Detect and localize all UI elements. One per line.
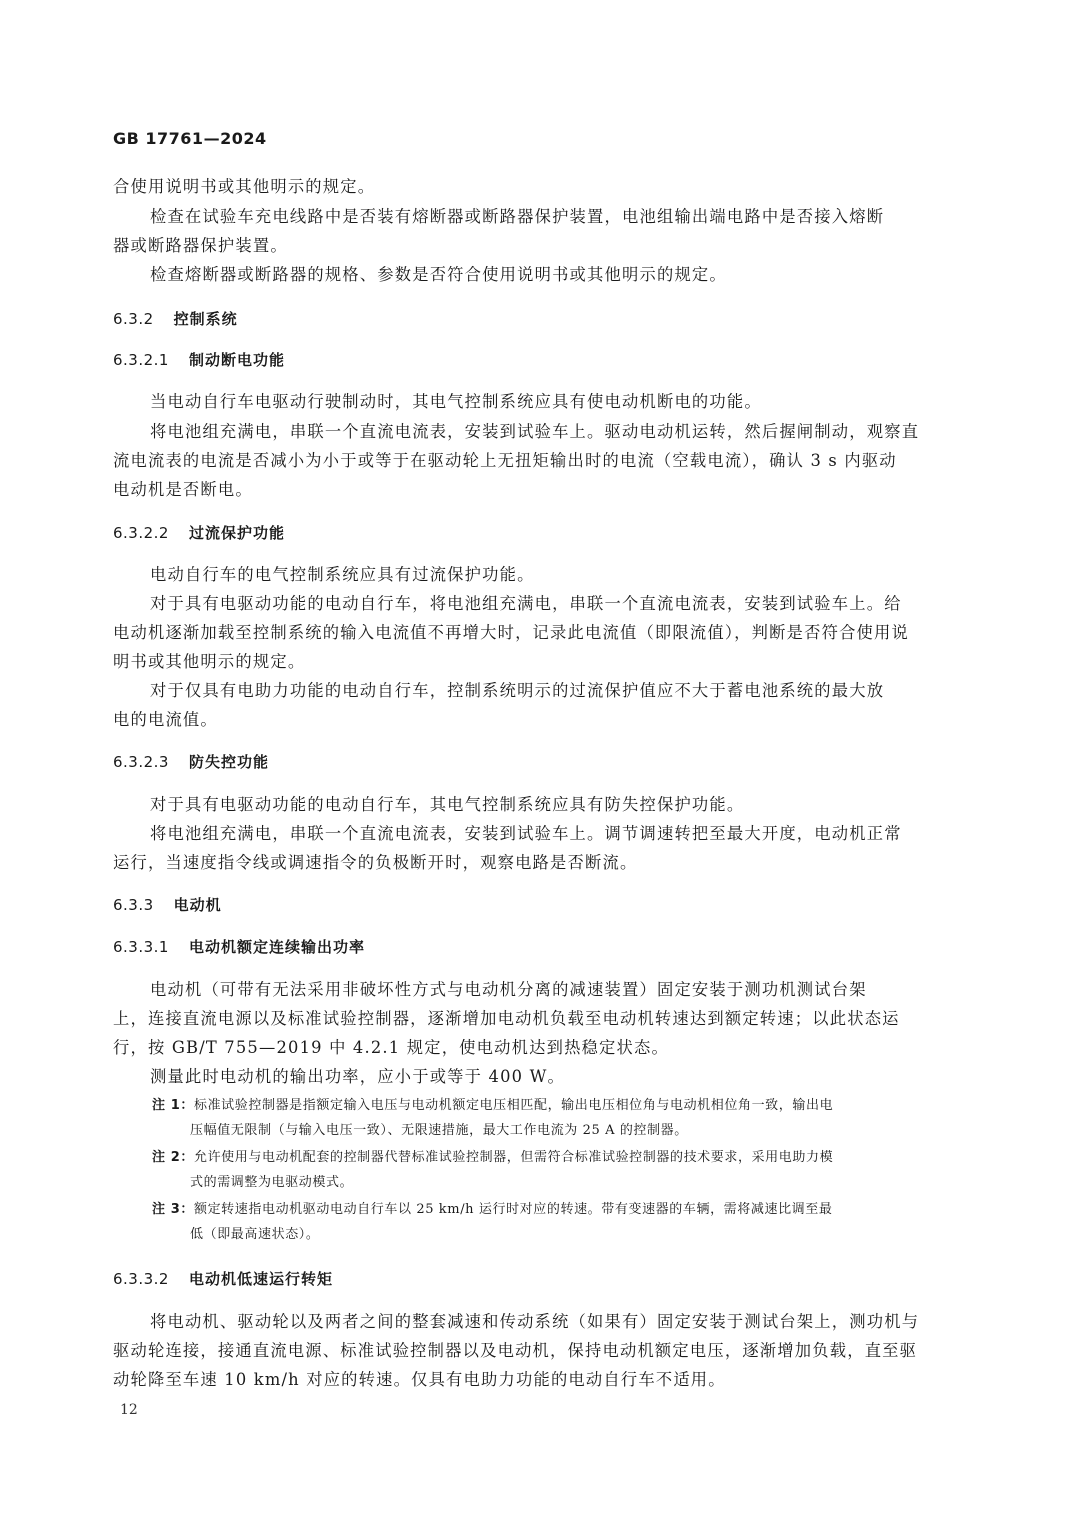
paragraph-line: 电动自行车的电气控制系统应具有过流保护功能。 (150, 565, 535, 584)
paragraph-line: 将电池组充满电，串联一个直流电流表，安装到试验车上。驱动电动机运转，然后握闸制动，观察直 (150, 422, 920, 441)
section-heading (113, 309, 238, 329)
section-title: 电动机低速运行转矩 (188, 1270, 333, 1288)
paragraph-line: 合使用说明书或其他明示的规定。 (113, 177, 376, 196)
note-label: 注 2： (152, 1150, 194, 1165)
note-3 (152, 1201, 832, 1219)
paragraph-line: 检查在试验车充电线路中是否装有熔断器或断路器保护装置，电池组输出端电路中是否接入熔断 (150, 207, 885, 226)
paragraph-line: 动轮降至车速 10 km/h 对应的转速。仅具有电助力功能的电动自行车不适用。 (113, 1370, 726, 1389)
section-number: 6.3.3 (113, 896, 154, 914)
paragraph-line: 电的电流值。 (113, 710, 218, 729)
note-text: 标准试验控制器是指额定输入电压与电动机额定电压相匹配，输出电压相位角与电动机相位角一致，输出电 (193, 1098, 834, 1113)
paragraph-line: 电动机是否断电。 (113, 480, 253, 499)
section-heading (113, 937, 365, 957)
paragraph-line: 电动机逐渐加载至控制系统的输入电流值不再增大时，记录此电流值（即限流值），判断是否符合使用说 (113, 623, 909, 642)
section-heading (113, 350, 285, 370)
section-number: 6.3.2.3 (113, 753, 169, 771)
note-text-continuation: 式的需调整为电驱动模式。 (190, 1175, 354, 1190)
paragraph-line: 将电动机、驱动轮以及两者之间的整套减速和传动系统（如果有）固定安装于测试台架上，测功机与 (150, 1312, 920, 1331)
note-label: 注 1： (152, 1098, 194, 1113)
section-heading (113, 1269, 333, 1289)
paragraph-line: 流电流表的电流是否减小为小于或等于在驱动轮上无扭矩输出时的电流（空载电流），确认 3 s 内驱动 (113, 451, 897, 470)
section-title: 电动机 (173, 896, 222, 914)
note-text-continuation: 低（即最高速状态）。 (190, 1227, 320, 1242)
document-id-header: GB 17761—2024 (113, 129, 267, 148)
page-number: 12 (120, 1402, 138, 1418)
paragraph-line: 驱动轮连接，接通直流电源、标准试验控制器以及电动机，保持电动机额定电压，逐渐增加负载，直至驱 (113, 1341, 918, 1360)
section-number: 6.3.2.2 (113, 524, 169, 542)
section-number: 6.3.2 (113, 310, 154, 328)
section-title: 防失控功能 (188, 753, 269, 771)
paragraph-line: 运行，当速度指令线或调速指令的负极断开时，观察电路是否断流。 (113, 853, 638, 872)
section-title: 控制系统 (173, 310, 238, 328)
note-label: 注 3： (152, 1202, 194, 1217)
section-number: 6.3.3.2 (113, 1270, 169, 1288)
note-2 (152, 1149, 833, 1167)
note-text: 额定转速指电动机驱动电动自行车以 25 km/h 运行时对应的转速。带有变速器的车辆，需将减速比调至最 (193, 1202, 833, 1217)
paragraph-line: 当电动自行车电驱动行驶制动时，其电气控制系统应具有使电动机断电的功能。 (150, 392, 762, 411)
paragraph-line: 测量此时电动机的输出功率，应小于或等于 400 W。 (150, 1067, 565, 1086)
section-heading (113, 523, 285, 543)
section-heading (113, 895, 222, 915)
paragraph-line: 检查熔断器或断路器的规格、参数是否符合使用说明书或其他明示的规定。 (150, 265, 727, 284)
section-title: 制动断电功能 (188, 351, 285, 369)
paragraph-line: 对于具有电驱动功能的电动自行车，其电气控制系统应具有防失控保护功能。 (150, 795, 745, 814)
paragraph-line: 将电池组充满电，串联一个直流电流表，安装到试验车上。调节调速转把至最大开度，电动机正常 (150, 824, 902, 843)
note-1 (152, 1097, 833, 1115)
note-text: 允许使用与电动机配套的控制器代替标准试验控制器，但需符合标准试验控制器的技术要求，采用电助力模 (193, 1150, 834, 1165)
paragraph-line: 电动机（可带有无法采用非破坏性方式与电动机分离的减速装置）固定安装于测功机测试台架 (150, 980, 867, 999)
paragraph-line: 行，按 GB/T 755—2019 中 4.2.1 规定，使电动机达到热稳定状态。 (113, 1038, 669, 1057)
paragraph-line: 上，连接直流电源以及标准试验控制器，逐渐增加电动机负载至电动机转速达到额定转速；以此状态运 (113, 1009, 900, 1028)
section-number: 6.3.2.1 (113, 351, 169, 369)
note-text-continuation: 压幅值无限制（与输入电压一致）、无限速措施，最大工作电流为 25 A 的控制器。 (190, 1123, 688, 1138)
section-title: 过流保护功能 (188, 524, 285, 542)
paragraph-line: 对于仅具有电助力功能的电动自行车，控制系统明示的过流保护值应不大于蓄电池系统的最大放 (150, 681, 885, 700)
paragraph-line: 明书或其他明示的规定。 (113, 652, 306, 671)
section-number: 6.3.3.1 (113, 938, 169, 956)
paragraph-line: 器或断路器保护装置。 (113, 236, 288, 255)
section-heading (113, 752, 269, 772)
section-title: 电动机额定连续输出功率 (188, 938, 365, 956)
paragraph-line: 对于具有电驱动功能的电动自行车，将电池组充满电，串联一个直流电流表，安装到试验车上。给 (150, 594, 902, 613)
